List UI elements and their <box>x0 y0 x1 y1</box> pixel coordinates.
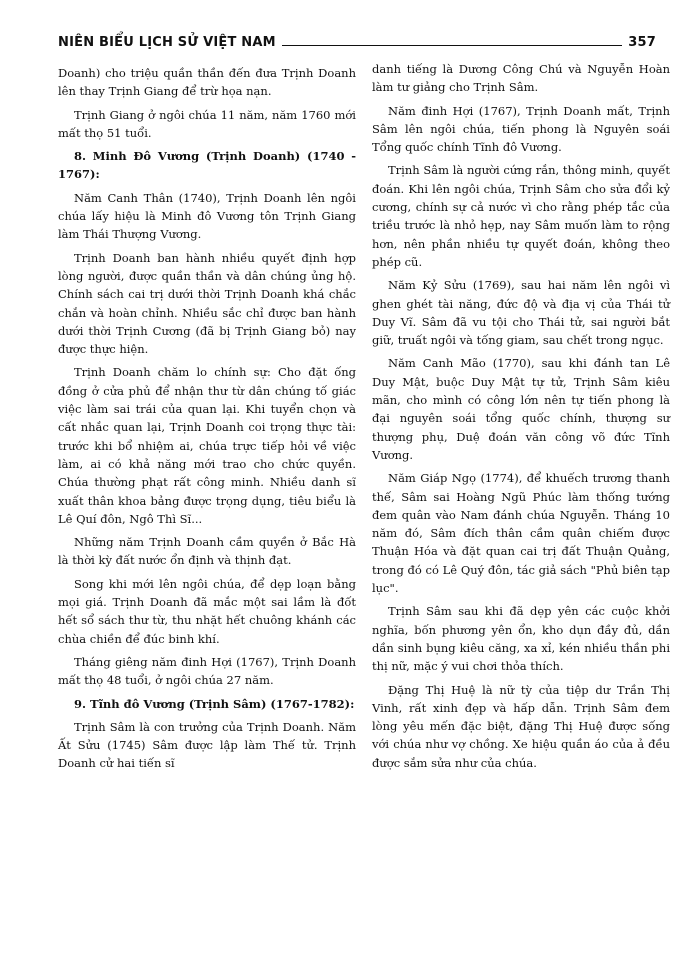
paragraph: Tháng giêng năm đinh Hợi (1767), Trịnh Doanh mất thọ 48 tuổi, ở ngôi chúa 27 năm. <box>58 654 356 688</box>
paragraph: Trịnh Sâm là người cứng rắn, thông minh, quyết đoán. Khi lên ngôi chúa, Trịnh Sâm cho sửa đổi kỷ cương, chính sự cả nước vì cho rằng phép tắc của triều trước là nhỏ hẹp, nay Sâm muốn làm to rộng hơn, nên phần nhiều tự quyết đoán, không theo phép cũ. <box>372 163 670 269</box>
paragraph: Năm Canh Thân (1740), Trịnh Doanh lên ngôi chúa lấy hiệu là Minh đô Vương tôn Trịnh Giang làm Thái Thượng Vương. <box>58 190 356 242</box>
section-heading-9: 9. Tĩnh đô Vương (Trịnh Sâm) (1767-1782): <box>74 696 355 711</box>
left-column <box>58 64 356 778</box>
paragraph: Năm Kỷ Sửu (1769), sau hai năm lên ngôi vì ghen ghét tài năng, đức độ và địa vị của Thái tử Duy Vĩ. Sâm đã vu tội cho Thái tử, sai người bắt giữ, truất ngôi và tống giam, sau chết trong ngục. <box>372 278 670 348</box>
paragraph: Năm Giáp Ngọ (1774), để khuếch trương thanh thế, Sâm sai Hoàng Ngũ Phúc làm thống tướng đem quân vào Nam đánh chúa Nguyễn. Tháng 10 năm đó, Sâm đích thân cầm quân chiếm được Thuận Hóa và đặt quan cai trị đất Thuận Quảng, trong đó có Lê Quý đôn, tác giả sách "Phủ biên tạp lục". <box>372 471 670 596</box>
paragraph: danh tiếng là Dương Công Chú và Nguyễn Hoàn làm tư giảng cho Trịnh Sâm. <box>372 62 670 95</box>
section-heading-8: 8. Minh Đô Vương (Trịnh Doanh) (1740 - 1767): <box>58 149 356 182</box>
page-number: 357 <box>628 35 656 50</box>
paragraph: Trịnh Sâm là con trưởng của Trịnh Doanh. Năm Ất Sửu (1745) Sâm được lập làm Thế tử. Trịnh Doanh cử hai tiến sĩ <box>58 719 356 771</box>
paragraph: Đặng Thị Huệ là nữ tỳ của tiệp dư Trần Thị Vinh, rất xinh đẹp và hấp dẫn. Trịnh Sâm đem lòng yêu mến đặc biệt, đặng Thị Huệ được sống với chúa như vợ chồng. Xe hiệu quần áo của ả đều được sắm sửa như của chúa. <box>372 682 670 770</box>
paragraph: Năm đinh Hợi (1767), Trịnh Doanh mất, Trịnh Sâm lên ngôi chúa, tiến phong là Nguyên soái Tổng quốc chính Tĩnh đô Vương. <box>372 103 670 155</box>
paragraph: Năm Canh Mão (1770), sau khi đánh tan Lê Duy Mật, buộc Duy Mật tự tử, Trịnh Sâm kiêu mãn, cho mình có công lớn nên tự tiến phong là đại nguyên soái tổng quốc chính, thượng sư thượng phụ, Duệ đoán văn công võ đức Tĩnh Vương. <box>372 356 670 462</box>
paragraph: Trịnh Doanh ban hành nhiều quyết định hợp lòng người, được quần thần và dân chúng ủng hộ. Chính sách cai trị dưới thời Trịnh Doanh khá chắc chắn và hoàn chỉnh. Nhiều sắc chỉ được ban hành dưới thời Trịnh Cương (đã bị Trịnh Giang bỏ) nay được thực hiện. <box>58 250 356 357</box>
paragraph: Doanh) cho triệu quần thần đến đưa Trịnh Doanh lên thay Trịnh Giang để trừ họa nạn. <box>58 66 356 99</box>
paragraph: Song khi mới lên ngôi chúa, để dẹp loạn bằng mọi giá. Trịnh Doanh đã mắc một sai lầm là đốt hết sổ sách thư từ, thu nhặt hết chuông khánh các chùa chiền để đúc binh khí. <box>58 576 356 646</box>
paragraph: Trịnh Sâm sau khi đã dẹp yên các cuộc khởi nghĩa, bốn phương yên ổn, kho dụn đầy đủ, dần dần sinh bụng kiêu căng, xa xỉ, kén nhiều thần phi thị nữ, mặc ý vui chơi thỏa thích. <box>372 604 670 674</box>
right-column <box>372 60 670 777</box>
paragraph: Trịnh Giang ở ngôi chúa 11 năm, năm 1760 mới mất thọ 51 tuổi. <box>58 107 356 140</box>
header-rule <box>282 45 622 46</box>
running-header <box>58 28 656 50</box>
paragraph: Những năm Trịnh Doanh cầm quyền ở Bắc Hà là thời kỳ đất nước ổn định và thịnh đạt. <box>58 535 356 568</box>
book-title: NIÊN BIỂU LỊCH SỬ VIỆT NAM <box>58 35 276 50</box>
paragraph: Trịnh Doanh chăm lo chính sự: Cho đặt ống đồng ở cửa phủ để nhận thư từ dân chúng tố giác việc làm sai trái của quan lại. Khi tuyển chọn và cất nhắc quan lại, Trịnh Doanh coi trọng thực tài: trước khi bổ nhiệm ai, chúa trực tiếp hỏi về việc làm, ai có khả năng mới trao cho chức quyền. Chúa thường phạt rất công minh. Nhiều danh sĩ xuất thân khoa bảng được trọng dụng, tiêu biểu là Lê Quí đôn, Ngô Thì Sĩ... <box>58 365 356 526</box>
